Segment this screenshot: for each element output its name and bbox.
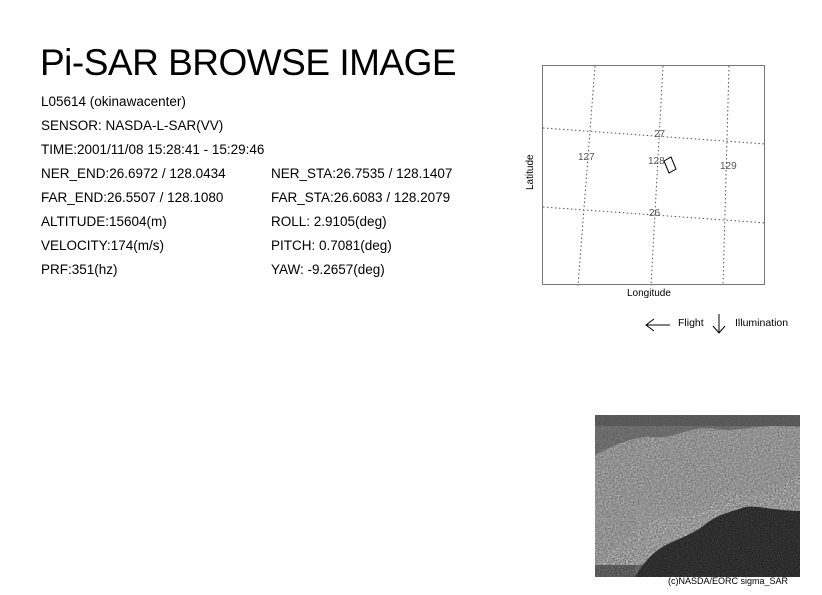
lon-label: 128 [648, 156, 665, 167]
lon-label: 127 [578, 152, 595, 163]
far-start-coords: FAR_STA:26.6083 / 128.2079 [271, 190, 451, 205]
time-info: TIME:2001/11/08 15:28:41 - 15:29:46 [41, 142, 265, 157]
meridian-line [578, 66, 595, 286]
meridian-line [723, 66, 729, 286]
sensor-info: SENSOR: NASDA-L-SAR(VV) [41, 118, 224, 133]
latitude-axis-label: Latitude [525, 154, 536, 190]
arrow-down-icon [711, 313, 727, 335]
illumination-label: Illumination [735, 317, 789, 329]
near-end-coords: NER_END:26.6972 / 128.0434 [41, 166, 226, 181]
page-title: Pi-SAR BROWSE IMAGE [40, 42, 457, 83]
locator-map [542, 65, 765, 285]
far-end-coords: FAR_END:26.5507 / 128.1080 [41, 190, 224, 205]
scene-footprint [664, 157, 676, 173]
locator-map-grid [543, 66, 766, 286]
pitch-info: PITCH: 0.7081(deg) [271, 238, 392, 253]
meridian-line [651, 66, 663, 286]
copyright-credit: (c)NASDA/EORC sigma_SAR [668, 576, 789, 586]
sar-browse-image [595, 415, 800, 577]
lon-label: 129 [720, 161, 737, 172]
prf-info: PRF:351(hz) [41, 262, 118, 277]
velocity-info: VELOCITY:174(m/s) [41, 238, 165, 253]
roll-info: ROLL: 2.9105(deg) [271, 214, 387, 229]
sar-image-render [595, 415, 800, 577]
lat-label: 27 [654, 129, 666, 140]
altitude-info: ALTITUDE:15604(m) [41, 214, 167, 229]
near-start-coords: NER_STA:26.7535 / 128.1407 [271, 166, 453, 181]
scene-id: L05614 (okinawacenter) [41, 94, 186, 109]
longitude-axis-label: Longitude [627, 288, 671, 299]
yaw-info: YAW: -9.2657(deg) [271, 262, 385, 277]
lat-label: 26 [649, 208, 661, 219]
arrow-left-icon [644, 316, 674, 334]
flight-label: Flight [678, 317, 704, 329]
